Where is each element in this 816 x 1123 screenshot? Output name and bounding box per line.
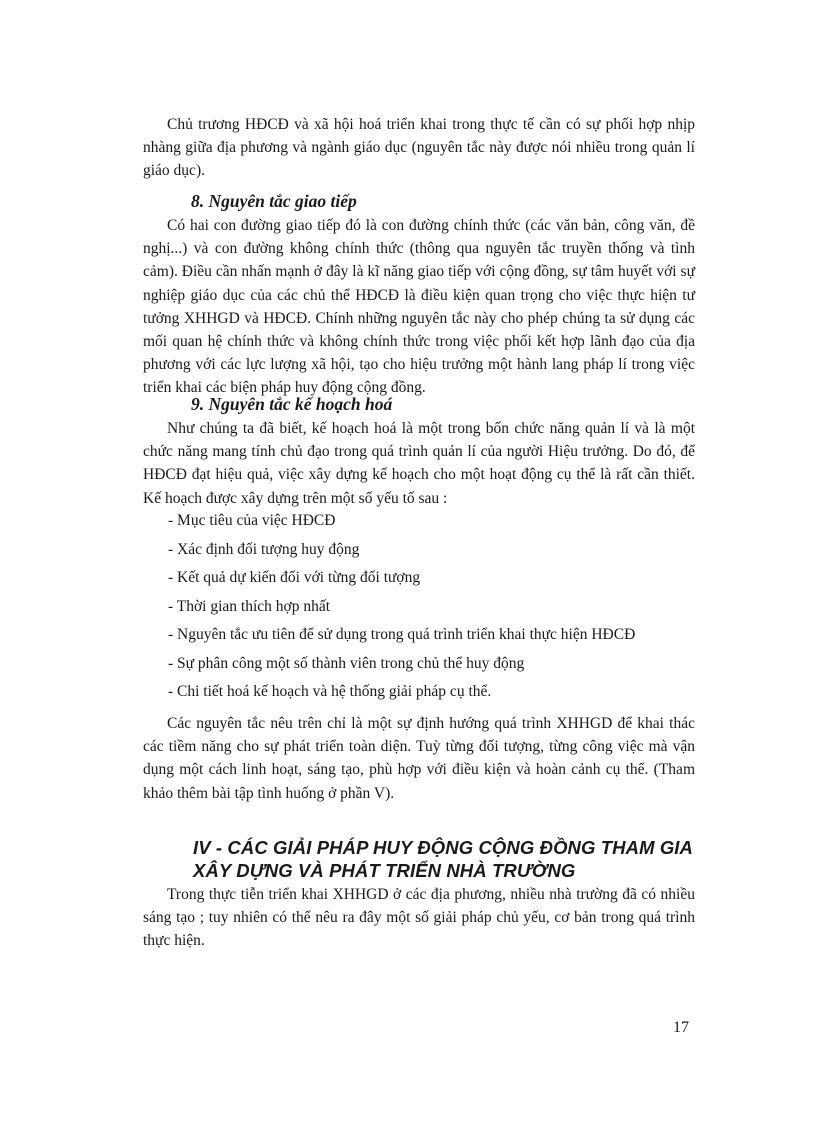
section-9-body (143, 417, 695, 510)
section-iv-heading-line-1: IV - CÁC GIẢI PHÁP HUY ĐỘNG CỘNG ĐỒNG THAM GIA (193, 837, 694, 858)
paragraph-text: Có hai con đường giao tiếp đó là con đường chính thức (các văn bản, công văn, đề nghị...) và con đường không chính thức (thông qua nguyên tắc truyền thống và tình cảm). Điều cần nhấn mạnh ở đây là kĩ năng giao tiếp với cộng đồng, sự tâm huyết với sự nghiệp giáo dục của các chủ thể HĐCĐ là điều kiện quan trọng cho việc thực hiện tư tưởng XHHGD và HĐCĐ. Chính những nguyên tắc này cho phép chúng ta sử dụng các mối quan hệ chính thức và không chính thức trong việc phối kết hợp lãnh đạo của địa phương với các lực lượng xã hội, tạo cho hiệu trưởng một hành lang pháp lí trong việc triển khai các biện pháp huy động cộng đồng. (143, 217, 695, 397)
list-item: - Sự phân công một số thành viên trong chủ thể huy động (168, 655, 525, 672)
section-9-heading: 9. Nguyên tắc kế hoạch hoá (191, 394, 393, 414)
list-item: - Xác định đối tượng huy động (168, 541, 360, 558)
section-9-closing (143, 712, 695, 805)
list-item: - Chi tiết hoá kế hoạch và hệ thống giải pháp cụ thể. (168, 683, 492, 700)
paragraph-text: Chủ trương HĐCĐ và xã hội hoá triển khai trong thực tế cần có sự phối hợp nhịp nhàng giữa địa phương và ngành giáo dục (nguyên tắc này được nói nhiều trong quản lí giáo dục). (143, 116, 695, 180)
list-item: - Mục tiêu của việc HĐCĐ (168, 512, 336, 529)
page-number: 17 (673, 1019, 689, 1036)
list-item: - Kết quả dự kiến đối với từng đối tượng (168, 569, 421, 586)
paragraph-text: Như chúng ta đã biết, kế hoạch hoá là một trong bốn chức năng quản lí và là một chức năng mang tính chủ đạo trong quá trình quản lí của người Hiệu trưởng. Do đó, để HĐCĐ đạt hiệu quả, việc xây dựng kế hoạch cho một hoạt động cụ thể là rất cần thiết. Kế hoạch được xây dựng trên một số yếu tố sau : (143, 420, 695, 507)
paragraph-text: Trong thực tiễn triển khai XHHGD ở các địa phương, nhiều nhà trường đã có nhiều sáng tạo ; tuy nhiên có thể nêu ra đây một số giải pháp chủ yếu, cơ bản trong quá trình thực hiện. (143, 886, 695, 950)
section-iv-body (143, 883, 695, 953)
section-iv-heading-line-2: XÂY DỰNG VÀ PHÁT TRIỂN NHÀ TRƯỜNG (193, 860, 576, 881)
intro-paragraph (143, 113, 695, 183)
list-item: - Nguyên tắc ưu tiên để sử dụng trong quá trình triển khai thực hiện HĐCĐ (168, 626, 636, 643)
section-8-heading: 8. Nguyên tắc giao tiếp (191, 191, 357, 211)
list-item: - Thời gian thích hợp nhất (168, 598, 331, 615)
paragraph-text: Các nguyên tắc nêu trên chỉ là một sự định hướng quá trình XHHGD để khai thác các tiềm năng cho sự phát triển toàn diện. Tuỳ từng đối tượng, từng công việc mà vận dụng một cách linh hoạt, sáng tạo, phù hợp với điều kiện và hoàn cảnh cụ thể. (Tham khảo thêm bài tập tình huống ở phần V). (143, 715, 695, 802)
section-8-body (143, 214, 695, 400)
